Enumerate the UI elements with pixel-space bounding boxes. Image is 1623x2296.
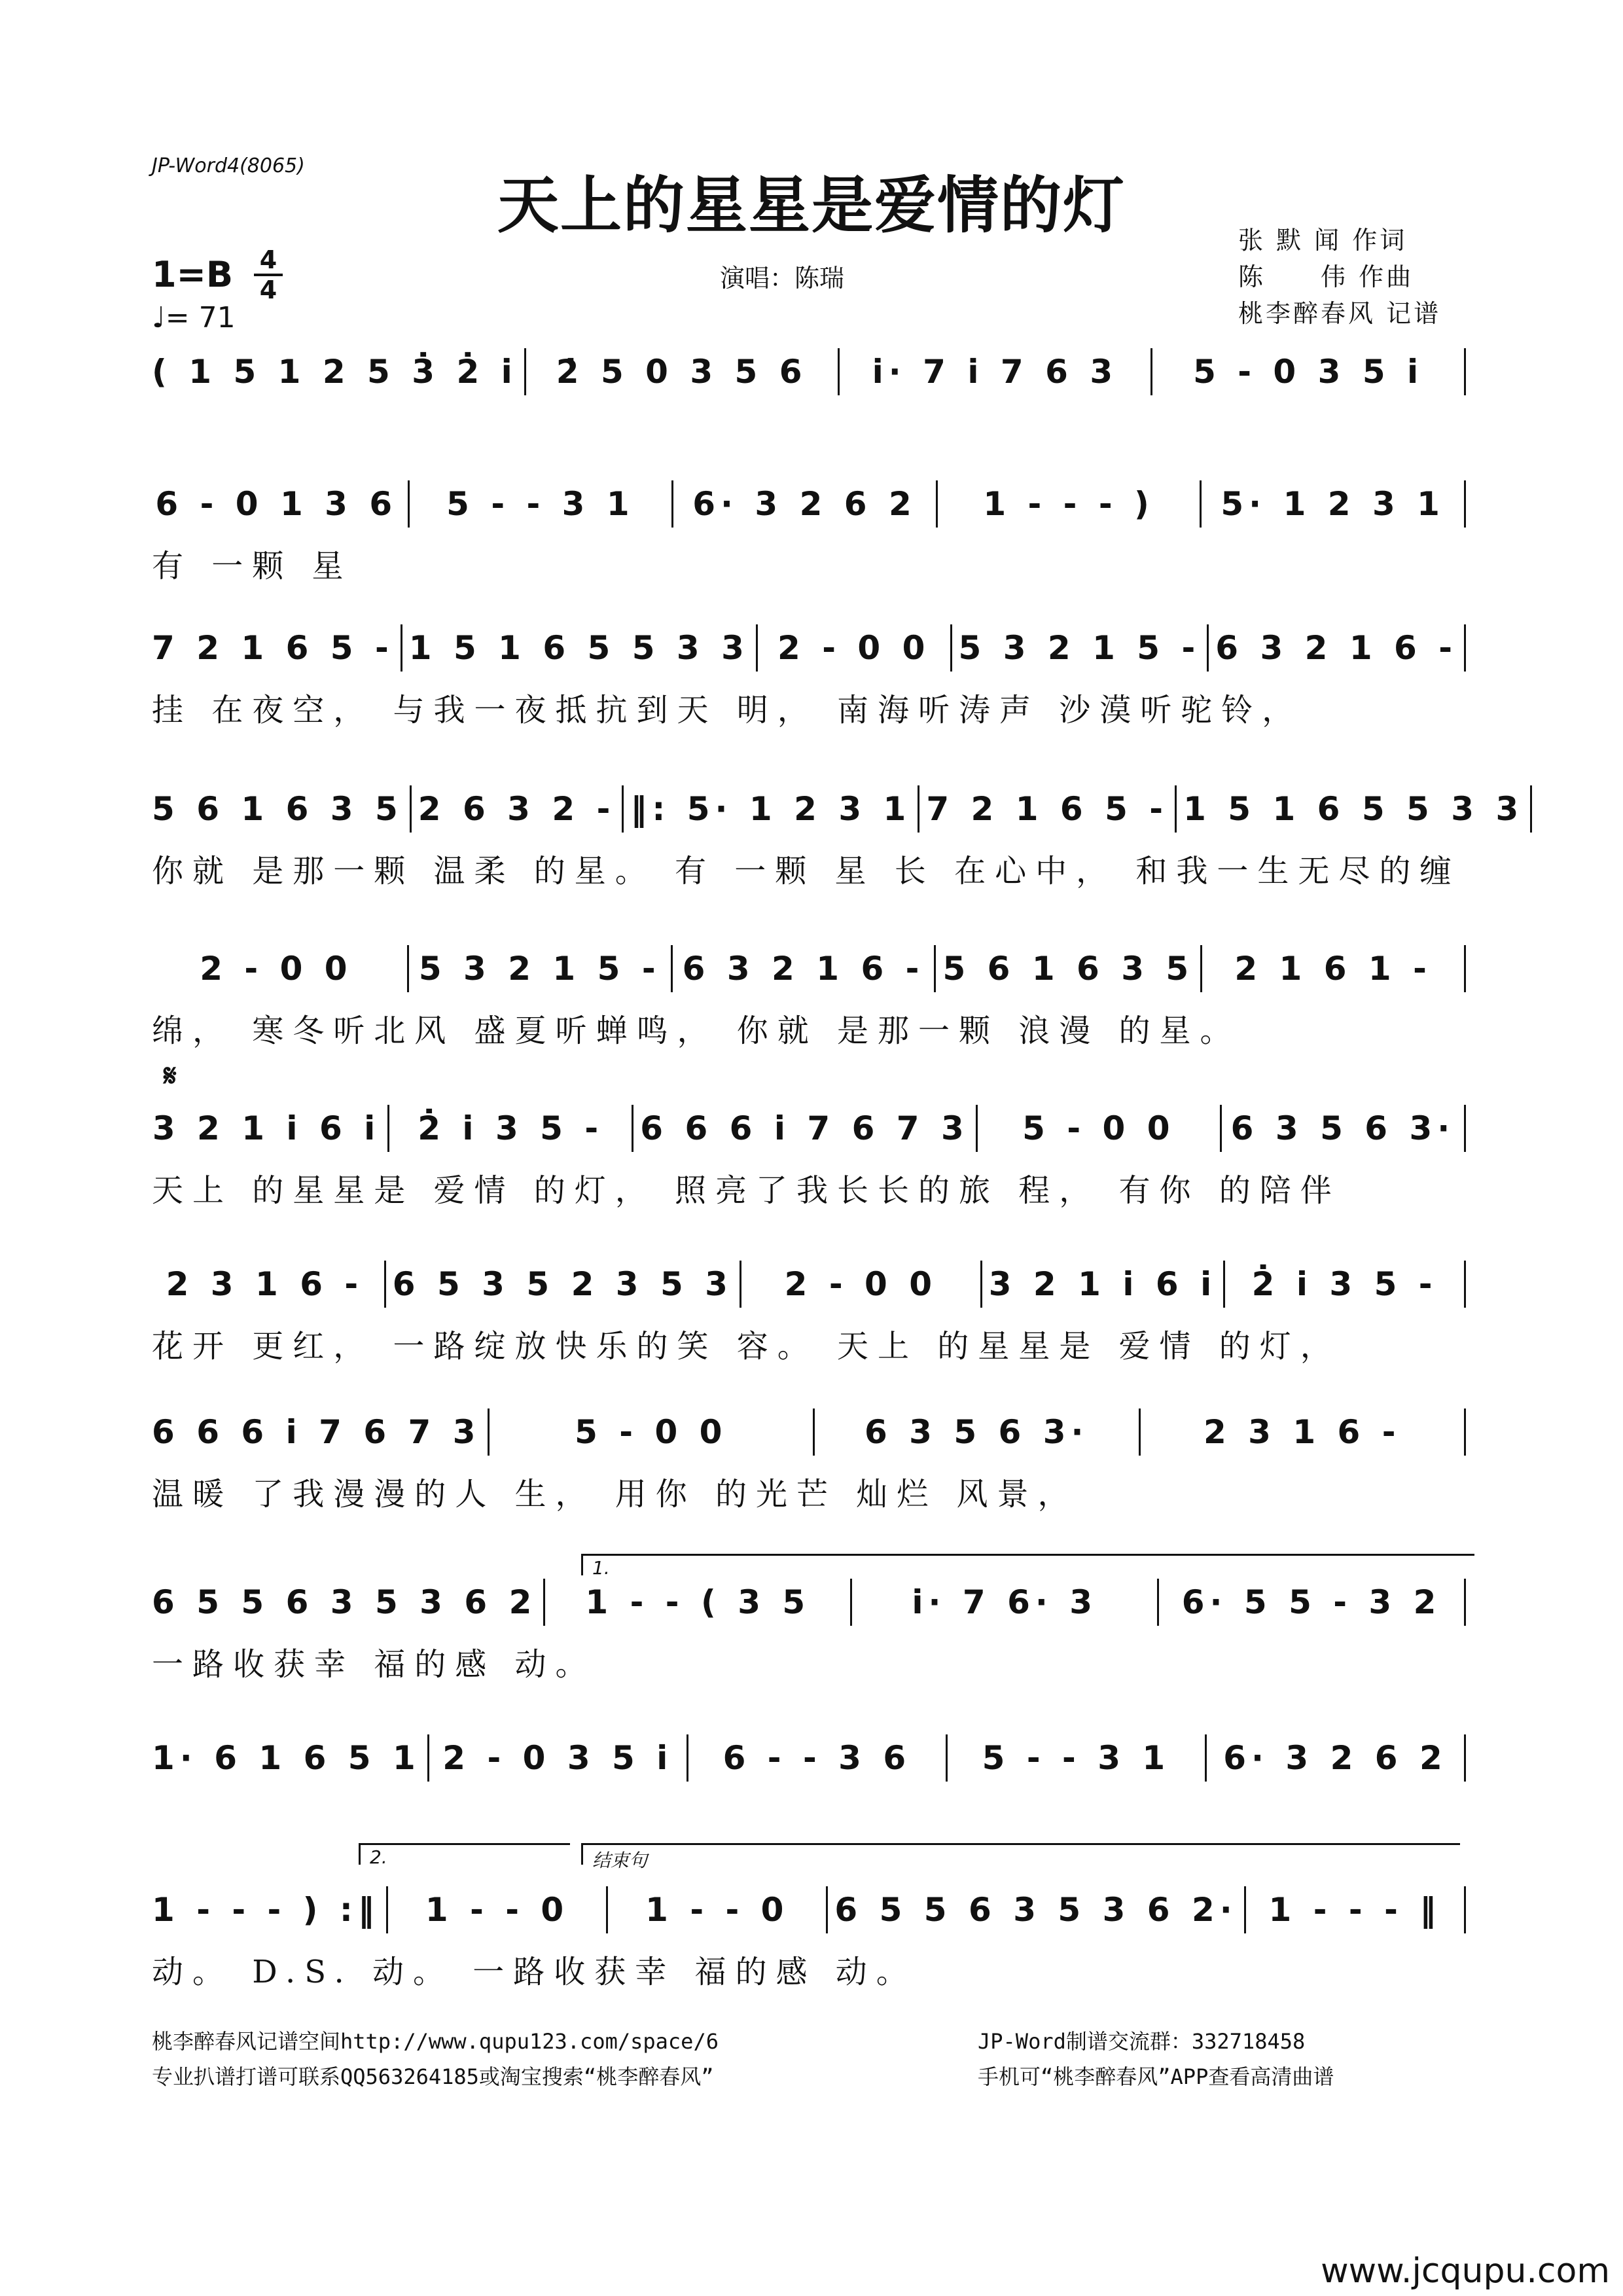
time-signature-top: 4	[259, 245, 277, 274]
measure: 1 - - - ) :‖	[152, 1891, 380, 1929]
measure: 6 6 6 i̇ 7 6 7 3	[640, 1109, 969, 1147]
barline	[407, 945, 409, 992]
barline	[936, 480, 938, 528]
measure: 6· 5 5 - 3 2	[1181, 1583, 1442, 1621]
measure: 1 - - - ‖	[1268, 1891, 1442, 1929]
time-signature	[254, 247, 283, 302]
measure: 2 - 0 0	[784, 1265, 938, 1303]
barline	[976, 1105, 978, 1152]
lyric-line: 温暖 了我漫漫的人 生， 用你 的光芒 灿烂 风景，	[152, 1476, 1079, 1513]
software-label: JP-Word4(8065)	[152, 154, 305, 177]
measure: 1 5 1 6 5 5 3 3	[408, 629, 749, 667]
segno-sign: 𝄋	[164, 1058, 177, 1093]
measure: 3 2 1 i̇ 6 i̇	[988, 1265, 1217, 1303]
measure: ( 1 5 1 2 5 3̇ 2̇ i̇	[152, 353, 518, 391]
barline	[980, 1261, 982, 1308]
measure: 6 3 2 1 6 -	[1215, 629, 1457, 667]
note-line	[152, 783, 1524, 835]
time-signature-bottom: 4	[259, 276, 277, 304]
barline	[427, 1734, 429, 1782]
barline	[1207, 624, 1209, 672]
barline	[543, 1579, 545, 1626]
measure: 6 5 3 5 2 3 5 3	[392, 1265, 733, 1303]
measure: 5 - 0 3 5 i̇	[1193, 353, 1424, 391]
barline	[1464, 1261, 1466, 1308]
barline	[918, 785, 919, 833]
measure: 6· 3 2 6 2	[692, 485, 917, 523]
lyric-line: 绵， 寒冬听北风 盛夏听蝉鸣， 你就 是那一颗 浪漫 的星。	[152, 1013, 1241, 1049]
lyric-line: 花开 更红， 一路绽放快乐的笑 容。 天上 的星星是 爱情 的灯，	[152, 1328, 1341, 1365]
measure: 1 - - - )	[983, 485, 1154, 523]
measure: 1 - - 0	[425, 1891, 569, 1929]
barline	[850, 1579, 852, 1626]
note-line	[152, 478, 1472, 530]
barline	[488, 1408, 490, 1456]
key-signature: 1=B	[152, 254, 233, 295]
barline	[606, 1886, 608, 1933]
barline	[838, 348, 840, 395]
barline	[950, 624, 952, 672]
ending-label: 结束句	[592, 1850, 648, 1871]
measure: 1 5 1 6 5 5 3 3	[1183, 790, 1524, 828]
barline	[1464, 348, 1466, 395]
barline	[826, 1886, 828, 1933]
measure: 6 3 5 6 3·	[1230, 1109, 1455, 1147]
barline	[1150, 348, 1152, 395]
footer-left-line2: 专业扒谱打谱可联系QQ563264185或淘宝搜索“桃李醉春风”	[152, 2064, 714, 2089]
barline	[813, 1408, 815, 1456]
measure: i̇· 7 i̇ 7 6 3	[872, 353, 1118, 391]
note-line	[152, 1258, 1472, 1310]
volta-1-label: 1.	[592, 1557, 610, 1579]
measure: 6 - - 3 6	[722, 1739, 912, 1777]
measure: 3 2 1 i̇ 6 i̇	[152, 1109, 381, 1147]
barline	[934, 945, 936, 992]
barline	[946, 1734, 948, 1782]
footer-right-line1: JP-Word制谱交流群：332718458	[978, 2029, 1306, 2054]
measure: 2̇ i̇ 3 5 -	[418, 1109, 604, 1147]
barline	[1464, 1408, 1466, 1456]
measure: 7 2 1 6 5 -	[926, 790, 1169, 828]
barline	[1464, 945, 1466, 992]
measure: 1· 6 1 6 5 1	[152, 1739, 421, 1777]
barline	[740, 1261, 741, 1308]
measure: 6 - 0 1 3 6	[155, 485, 398, 523]
lyric-line: 你就 是那一颗 温柔 的星。 有 一颗 星 长 在心中， 和我一生无尽的缠	[152, 853, 1461, 889]
barline	[408, 480, 410, 528]
lyric-line: 一路收获幸 福的感 动。	[152, 1646, 596, 1683]
composer-credit: 陈 伟 作曲	[1238, 262, 1414, 291]
barline	[410, 785, 412, 833]
barline	[1244, 1886, 1246, 1933]
barline	[622, 785, 624, 833]
measure: 6 5 5 6 3 5 3 6 2	[152, 1583, 537, 1621]
barline	[1220, 1105, 1222, 1152]
barline	[1200, 480, 1202, 528]
barline	[671, 480, 673, 528]
measure: i̇· 7 6· 3	[912, 1583, 1098, 1621]
measure: 5 3 2 1 5 -	[958, 629, 1201, 667]
measure: ‖: 5· 1 2 3 1	[630, 790, 912, 828]
lyricist-credit: 张 默 闻 作词	[1238, 226, 1408, 255]
barline	[756, 624, 758, 672]
barline	[524, 348, 526, 395]
barline	[1464, 1734, 1466, 1782]
measure: 5 - - 3 1	[982, 1739, 1171, 1777]
measure: 6 3 5 6 3·	[864, 1413, 1089, 1451]
note-line	[152, 1102, 1472, 1155]
note-line	[152, 1406, 1472, 1458]
barline	[1205, 1734, 1207, 1782]
barline	[1464, 1886, 1466, 1933]
song-title: 天上的星星是爱情的灯	[497, 170, 1126, 242]
measure: 6· 3 2 6 2	[1223, 1739, 1448, 1777]
site-watermark: www.jcqupu.com	[1321, 2251, 1610, 2291]
lyric-line: 有 一颗 星	[152, 548, 353, 584]
measure: 2̇ 5 0 3 5 6	[556, 353, 808, 391]
footer-right-line2: 手机可“桃李醉春风”APP查看高清曲谱	[978, 2064, 1334, 2089]
singer-credit: 演唱：陈瑞	[720, 264, 845, 293]
measure: 2 - 0 0	[200, 950, 353, 988]
measure: 1 - - ( 3 5	[585, 1583, 811, 1621]
barline	[1464, 1105, 1466, 1152]
note-line	[152, 1732, 1472, 1784]
measure: 5· 1 2 3 1	[1221, 485, 1445, 523]
barline	[1175, 785, 1177, 833]
measure: 2 3 1 6 -	[1203, 1413, 1401, 1451]
measure: 5 - 0 0	[1022, 1109, 1175, 1147]
measure: 2 1 6 1 -	[1234, 950, 1432, 988]
tempo-marking: ♩= 71	[152, 301, 236, 334]
barline	[1464, 1579, 1466, 1626]
note-line	[152, 1576, 1472, 1628]
measure: 5 - 0 0	[575, 1413, 728, 1451]
volta-2-bracket	[359, 1843, 570, 1868]
barline	[386, 1886, 388, 1933]
transcriber-credit: 桃李醉春风 记谱	[1238, 299, 1442, 328]
ending-bracket	[581, 1843, 1460, 1871]
lyric-line: 动。 D.S. 动。 一路收获幸 福的感 动。	[152, 1954, 917, 1990]
barline	[1200, 945, 1202, 992]
measure: 5 - - 3 1	[446, 485, 635, 523]
note-line	[152, 1884, 1472, 1936]
measure: 7 2 1 6 5 -	[152, 629, 394, 667]
measure: 5 3 2 1 5 -	[418, 950, 661, 988]
barline	[1464, 480, 1466, 528]
volta-1-bracket	[581, 1554, 1474, 1579]
barline	[671, 945, 673, 992]
measure: 2 6 3 2 -	[418, 790, 616, 828]
note-line	[152, 622, 1472, 674]
note-line	[152, 346, 1472, 398]
volta-2-label: 2.	[370, 1846, 387, 1868]
measure: 1 - - 0	[645, 1891, 789, 1929]
barline	[1139, 1408, 1141, 1456]
barline	[401, 624, 402, 672]
measure: 2 - 0 3 5 i̇	[442, 1739, 673, 1777]
note-line	[152, 942, 1472, 995]
lyric-line: 挂 在夜空， 与我一夜抵抗到天 明， 南海听涛声 沙漠听驼铃，	[152, 692, 1303, 728]
measure: 6 5 5 6 3 5 3 6 2·	[834, 1891, 1238, 1929]
footer-left-line1: 桃李醉春风记谱空间http://www.qupu123.com/space/6	[152, 2029, 719, 2054]
measure: 2̇ i̇ 3 5 -	[1251, 1265, 1438, 1303]
barline	[687, 1734, 688, 1782]
measure: 2 - 0 0	[777, 629, 931, 667]
barline	[384, 1261, 386, 1308]
measure: 5 6 1 6 3 5	[152, 790, 403, 828]
barline	[632, 1105, 633, 1152]
measure: 6 6 6 i̇ 7 6 7 3	[152, 1413, 481, 1451]
barline	[387, 1105, 389, 1152]
measure: 5 6 1 6 3 5	[942, 950, 1194, 988]
barline	[1223, 1261, 1225, 1308]
lyric-line: 天上 的星星是 爱情 的灯， 照亮了我长长的旅 程， 有你 的陪伴	[152, 1172, 1341, 1209]
measure: 2 3 1 6 -	[166, 1265, 364, 1303]
measure: 6 3 2 1 6 -	[682, 950, 925, 988]
barline	[1464, 624, 1466, 672]
barline	[1157, 1579, 1159, 1626]
barline	[1530, 785, 1532, 833]
